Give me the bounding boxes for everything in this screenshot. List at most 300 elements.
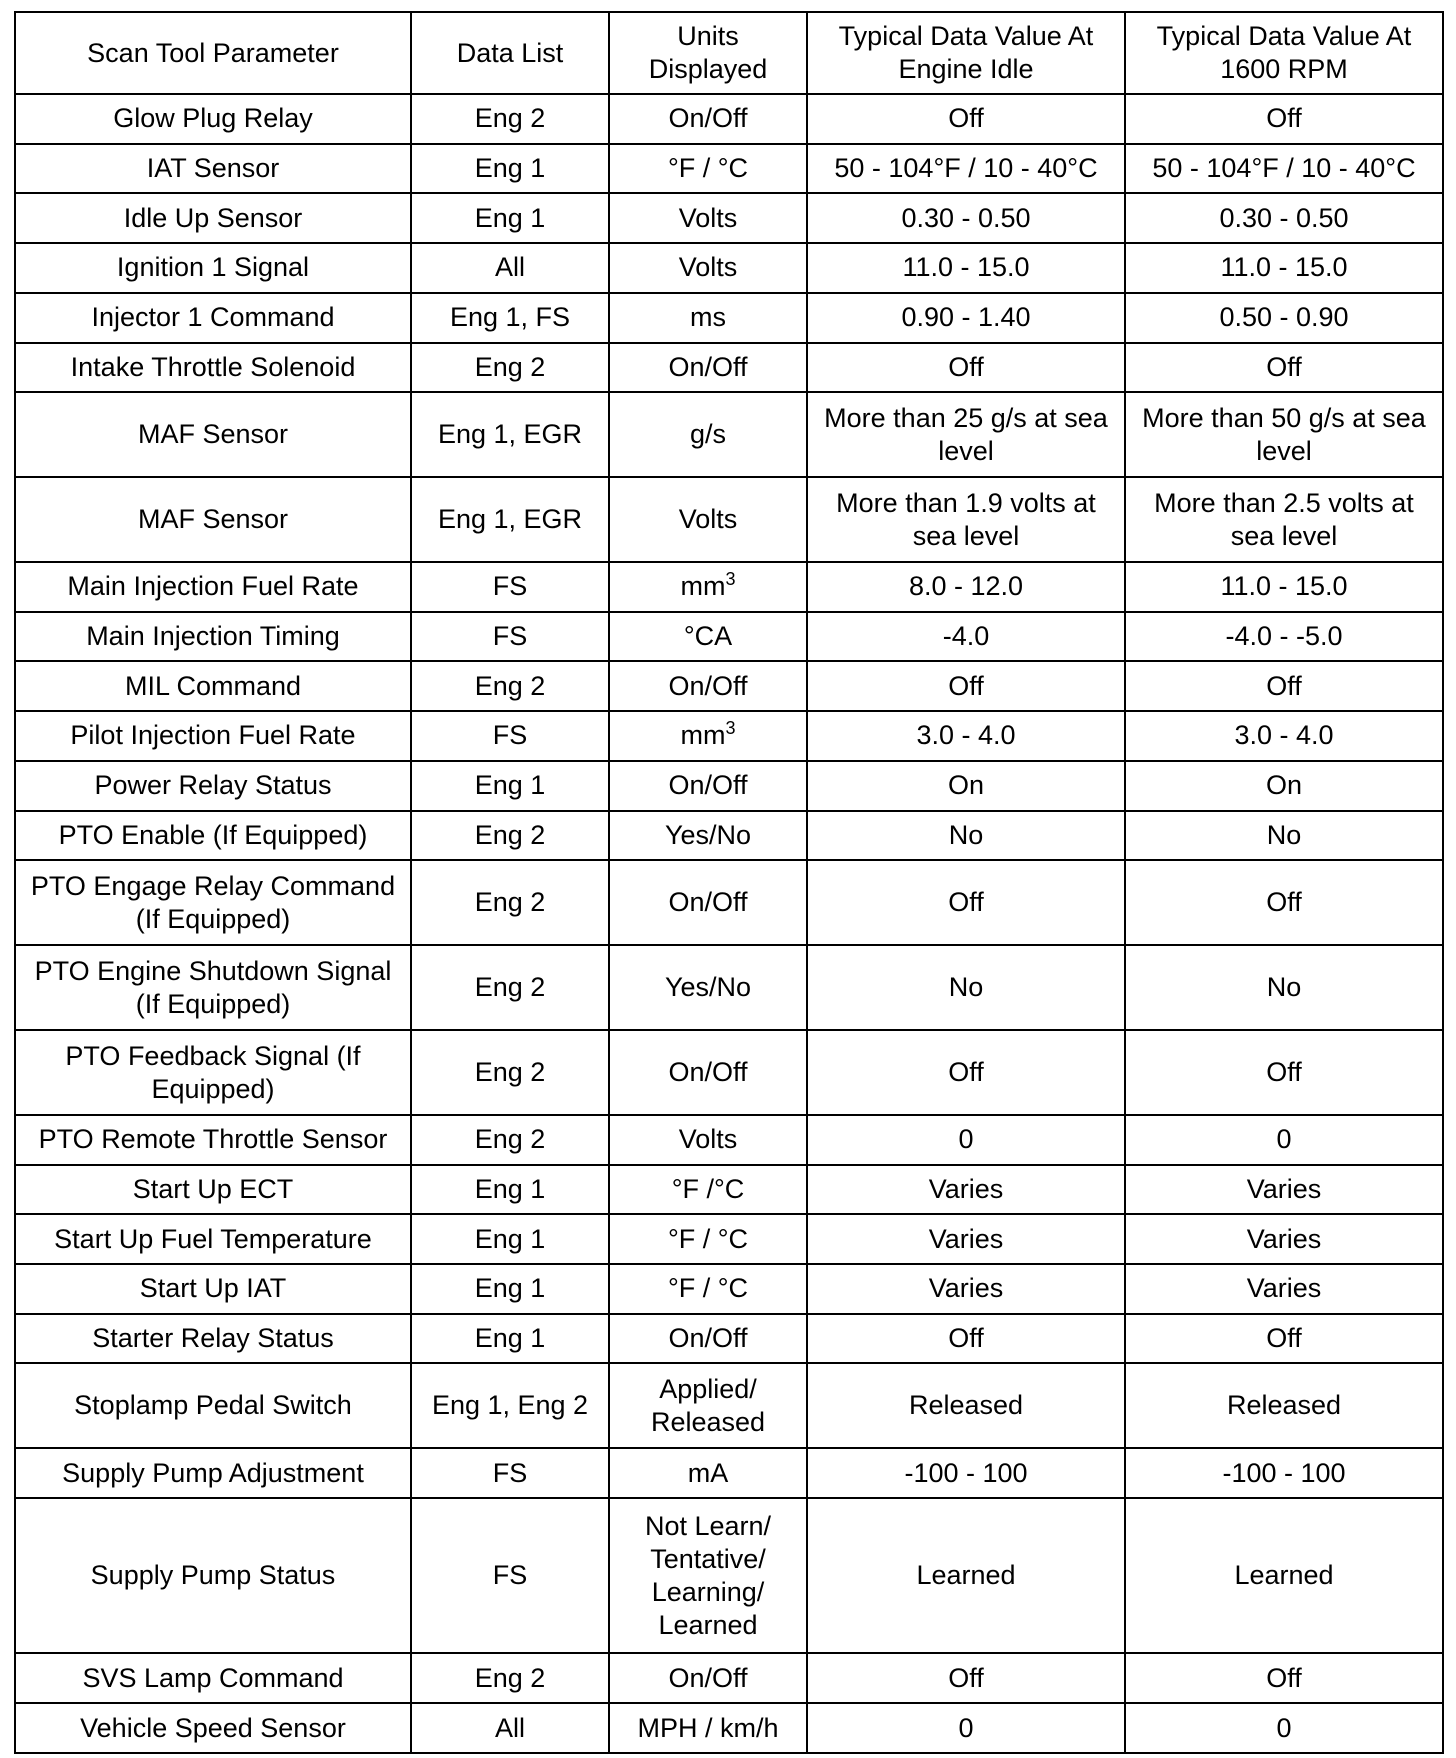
- cell-data-list: [411, 1314, 609, 1364]
- cell-parameter: [15, 1448, 411, 1498]
- cell-parameter: [15, 945, 411, 1030]
- cell-data-list: [411, 945, 609, 1030]
- cell-value-idle-text: Off: [948, 1057, 984, 1088]
- cell-units: [609, 343, 807, 393]
- header-units-displayed: Units Displayed: [609, 12, 807, 94]
- cell-data-list: [411, 1448, 609, 1498]
- cell-parameter-text: IAT Sensor: [146, 153, 280, 184]
- cell-parameter: [15, 1314, 411, 1364]
- cell-value-1600-rpm: [1125, 1264, 1443, 1314]
- cell-units: [609, 94, 807, 144]
- cell-units-text: mA: [687, 1457, 729, 1488]
- cell-value-1600-rpm-text: 50 - 104°F / 10 - 40°C: [1152, 153, 1416, 184]
- cell-parameter: [15, 243, 411, 293]
- table-row: [15, 860, 1443, 945]
- cell-value-1600-rpm-text: No: [1266, 972, 1302, 1003]
- cell-parameter: [15, 293, 411, 343]
- cell-value-idle: [807, 1653, 1125, 1703]
- cell-value-idle: [807, 1115, 1125, 1165]
- cell-units-text: On/Off: [668, 351, 748, 382]
- cell-value-1600-rpm: [1125, 144, 1443, 194]
- cell-data-list-text: FS: [492, 1560, 528, 1591]
- table-row: [15, 293, 1443, 343]
- cell-parameter: [15, 1363, 411, 1448]
- cell-data-list: [411, 477, 609, 562]
- cell-data-list: [411, 860, 609, 945]
- cell-value-1600-rpm-text: Off: [1266, 1662, 1302, 1693]
- cell-units: [609, 661, 807, 711]
- cell-value-1600-rpm: [1125, 243, 1443, 293]
- cell-data-list: [411, 1264, 609, 1314]
- cell-units-text: ms: [690, 302, 726, 333]
- cell-parameter: [15, 94, 411, 144]
- table-row: [15, 193, 1443, 243]
- cell-parameter: [15, 343, 411, 393]
- cell-units: [609, 945, 807, 1030]
- cell-units: [609, 477, 807, 562]
- cell-value-1600-rpm: [1125, 1653, 1443, 1703]
- cell-parameter-text: PTO Remote Throttle Sensor: [38, 1124, 388, 1155]
- units-superscript: 3: [725, 718, 736, 739]
- cell-units: [609, 1498, 807, 1653]
- cell-parameter: [15, 860, 411, 945]
- cell-value-1600-rpm-text: Released: [1226, 1390, 1342, 1421]
- cell-value-idle: [807, 392, 1125, 477]
- cell-parameter: [15, 1498, 411, 1653]
- cell-value-idle-text: 0.90 - 1.40: [901, 302, 1031, 333]
- cell-parameter-text: PTO Feedback Signal (If Equipped): [65, 1040, 361, 1104]
- cell-units: [609, 392, 807, 477]
- cell-data-list: [411, 293, 609, 343]
- cell-parameter-text: Start Up Fuel Temperature: [54, 1223, 372, 1254]
- cell-data-list-text: Eng 1: [474, 1174, 546, 1205]
- cell-data-list-text: FS: [492, 1457, 528, 1488]
- cell-value-1600-rpm-text: Off: [1266, 351, 1302, 382]
- cell-units-text: MPH / km/h: [637, 1712, 779, 1743]
- cell-value-1600-rpm-text: More than 2.5 volts at sea level: [1154, 487, 1414, 551]
- cell-units: [609, 761, 807, 811]
- cell-parameter: [15, 477, 411, 562]
- cell-data-list-text: Eng 2: [474, 819, 546, 850]
- cell-units: [609, 1264, 807, 1314]
- table-row: [15, 1030, 1443, 1115]
- cell-value-1600-rpm: [1125, 1363, 1443, 1448]
- cell-value-idle: [807, 661, 1125, 711]
- cell-value-idle: [807, 193, 1125, 243]
- cell-data-list: [411, 193, 609, 243]
- cell-data-list: [411, 761, 609, 811]
- cell-units-text: On/Off: [668, 770, 748, 801]
- cell-units-text: °F / °C: [667, 1273, 749, 1304]
- cell-parameter-text: PTO Enable (If Equipped): [58, 819, 368, 850]
- cell-value-idle: [807, 945, 1125, 1030]
- cell-units: [609, 860, 807, 945]
- cell-units-text: Volts: [678, 504, 738, 535]
- cell-parameter: [15, 1030, 411, 1115]
- cell-value-idle-text: Off: [948, 103, 984, 134]
- cell-units: [609, 612, 807, 662]
- cell-value-idle: [807, 562, 1125, 612]
- header-scan-tool-parameter: Scan Tool Parameter: [15, 12, 411, 94]
- cell-value-idle: [807, 94, 1125, 144]
- cell-value-1600-rpm: [1125, 1498, 1443, 1653]
- cell-data-list-text: Eng 2: [474, 1124, 546, 1155]
- cell-data-list: [411, 343, 609, 393]
- table-row: [15, 1653, 1443, 1703]
- cell-units: [609, 1214, 807, 1264]
- cell-parameter-text: MAF Sensor: [137, 504, 289, 535]
- cell-units-text: Not Learn/ Tentative/ Learning/ Learned: [644, 1510, 772, 1640]
- cell-data-list-text: FS: [492, 621, 528, 652]
- cell-data-list-text: Eng 1, Eng 2: [431, 1390, 589, 1421]
- cell-parameter: [15, 711, 411, 761]
- cell-data-list: [411, 1653, 609, 1703]
- cell-value-1600-rpm: [1125, 94, 1443, 144]
- cell-data-list-text: Eng 1: [474, 153, 546, 184]
- cell-units: [609, 562, 807, 612]
- cell-data-list: [411, 1703, 609, 1753]
- cell-value-1600-rpm-text: -4.0 - -5.0: [1225, 621, 1343, 652]
- cell-parameter-text: Glow Plug Relay: [113, 103, 313, 134]
- cell-data-list-text: Eng 1: [474, 1273, 546, 1304]
- table-row: [15, 945, 1443, 1030]
- cell-units: [609, 1703, 807, 1753]
- cell-value-1600-rpm: [1125, 1115, 1443, 1165]
- table-row: [15, 1314, 1443, 1364]
- cell-value-idle: [807, 1165, 1125, 1215]
- cell-value-idle-text: -4.0: [942, 621, 990, 652]
- cell-parameter: [15, 144, 411, 194]
- header-row: [15, 12, 1443, 94]
- cell-value-1600-rpm-text: 3.0 - 4.0: [1234, 720, 1334, 751]
- cell-units: [609, 1165, 807, 1215]
- cell-value-1600-rpm: [1125, 343, 1443, 393]
- cell-value-idle-text: Off: [948, 1323, 984, 1354]
- cell-data-list-text: Eng 2: [474, 972, 546, 1003]
- table-row: [15, 1363, 1443, 1448]
- table-row: [15, 562, 1443, 612]
- cell-value-idle-text: Varies: [928, 1174, 1004, 1205]
- cell-parameter: [15, 392, 411, 477]
- cell-parameter-text: Injector 1 Command: [91, 302, 335, 333]
- cell-data-list-text: FS: [492, 571, 528, 602]
- cell-parameter: [15, 1653, 411, 1703]
- table-row: [15, 1448, 1443, 1498]
- table-row: [15, 1115, 1443, 1165]
- cell-data-list: [411, 392, 609, 477]
- table-row: [15, 343, 1443, 393]
- scan-tool-data-table: [14, 11, 1444, 1754]
- cell-value-idle-text: Released: [908, 1390, 1024, 1421]
- cell-data-list-text: Eng 1: [474, 1323, 546, 1354]
- cell-data-list: [411, 1165, 609, 1215]
- cell-units: [609, 1314, 807, 1364]
- cell-value-1600-rpm: [1125, 945, 1443, 1030]
- cell-data-list-text: Eng 1, FS: [449, 302, 571, 333]
- cell-parameter-text: MAF Sensor: [137, 419, 289, 450]
- cell-parameter-text: Main Injection Timing: [86, 621, 340, 652]
- table-row: [15, 94, 1443, 144]
- cell-units-text: °CA: [683, 621, 733, 652]
- cell-data-list: [411, 562, 609, 612]
- cell-value-idle-text: 0.30 - 0.50: [901, 202, 1031, 233]
- cell-parameter-text: Stoplamp Pedal Switch: [74, 1390, 352, 1421]
- cell-value-1600-rpm: [1125, 860, 1443, 945]
- cell-value-idle: [807, 1030, 1125, 1115]
- cell-units: [609, 243, 807, 293]
- cell-units-text: °F /°C: [671, 1174, 745, 1205]
- cell-parameter: [15, 612, 411, 662]
- cell-data-list-text: Eng 2: [474, 103, 546, 134]
- cell-units-text: Yes/No: [664, 972, 752, 1003]
- cell-value-idle-text: On: [947, 770, 985, 801]
- cell-value-1600-rpm: [1125, 612, 1443, 662]
- cell-parameter-text: Supply Pump Status: [90, 1560, 336, 1591]
- units-superscript: 3: [725, 569, 736, 590]
- cell-value-idle-text: Varies: [928, 1273, 1004, 1304]
- cell-units-text: Applied/ Released: [650, 1373, 766, 1437]
- cell-data-list: [411, 612, 609, 662]
- cell-value-1600-rpm-text: 11.0 - 15.0: [1220, 571, 1348, 602]
- cell-parameter-text: MIL Command: [124, 670, 302, 701]
- table-row: [15, 661, 1443, 711]
- table-row: [15, 1214, 1443, 1264]
- cell-data-list: [411, 1363, 609, 1448]
- table-row: [15, 243, 1443, 293]
- cell-parameter-text: SVS Lamp Command: [82, 1662, 344, 1693]
- cell-value-idle-text: No: [948, 972, 984, 1003]
- cell-units: [609, 1363, 807, 1448]
- cell-value-1600-rpm: [1125, 711, 1443, 761]
- cell-parameter-text: PTO Engine Shutdown Signal (If Equipped): [34, 955, 392, 1019]
- cell-units-text: On/Off: [668, 670, 748, 701]
- cell-value-1600-rpm: [1125, 562, 1443, 612]
- cell-value-idle-text: Off: [948, 670, 984, 701]
- cell-data-list-text: Eng 1: [474, 202, 546, 233]
- cell-units-text: mm: [680, 571, 726, 602]
- cell-value-1600-rpm-text: 0.50 - 0.90: [1219, 302, 1349, 333]
- cell-data-list-text: All: [494, 1712, 525, 1743]
- cell-units: [609, 293, 807, 343]
- cell-units-text: Volts: [678, 202, 738, 233]
- cell-value-idle-text: 0: [958, 1712, 974, 1743]
- cell-units: [609, 1030, 807, 1115]
- cell-data-list: [411, 1498, 609, 1653]
- table-row: [15, 477, 1443, 562]
- cell-value-idle: [807, 144, 1125, 194]
- cell-units-text: On/Off: [668, 1057, 748, 1088]
- cell-units: [609, 1653, 807, 1703]
- cell-parameter-text: Start Up ECT: [132, 1174, 294, 1205]
- cell-value-1600-rpm-text: Off: [1266, 103, 1302, 134]
- table-row: [15, 811, 1443, 861]
- cell-value-1600-rpm-text: Varies: [1246, 1174, 1322, 1205]
- table-row: [15, 392, 1443, 477]
- cell-data-list-text: Eng 1: [474, 1223, 546, 1254]
- cell-parameter-text: Starter Relay Status: [92, 1323, 334, 1354]
- cell-value-idle-text: No: [948, 819, 984, 850]
- cell-data-list: [411, 144, 609, 194]
- cell-data-list: [411, 243, 609, 293]
- cell-units: [609, 1115, 807, 1165]
- cell-value-1600-rpm-text: More than 50 g/s at sea level: [1142, 402, 1426, 466]
- cell-units: [609, 811, 807, 861]
- cell-data-list: [411, 94, 609, 144]
- cell-value-1600-rpm: [1125, 193, 1443, 243]
- cell-parameter-text: Power Relay Status: [94, 770, 332, 801]
- cell-units-text: Yes/No: [664, 819, 752, 850]
- cell-data-list-text: Eng 1, EGR: [437, 419, 583, 450]
- cell-value-1600-rpm-text: Off: [1266, 670, 1302, 701]
- cell-data-list-text: Eng 1: [474, 770, 546, 801]
- cell-units: [609, 193, 807, 243]
- cell-value-1600-rpm-text: 11.0 - 15.0: [1220, 252, 1348, 283]
- cell-value-idle-text: Off: [948, 1662, 984, 1693]
- cell-value-1600-rpm-text: Off: [1266, 887, 1302, 918]
- cell-data-list-text: Eng 2: [474, 887, 546, 918]
- cell-value-idle: [807, 477, 1125, 562]
- cell-units-text: Volts: [678, 252, 738, 283]
- cell-value-idle-text: Varies: [928, 1223, 1004, 1254]
- cell-data-list: [411, 811, 609, 861]
- cell-units-text: On/Off: [668, 103, 748, 134]
- cell-parameter-text: Start Up IAT: [139, 1273, 287, 1304]
- cell-value-idle-text: More than 1.9 volts at sea level: [836, 487, 1096, 551]
- cell-parameter-text: Supply Pump Adjustment: [62, 1457, 364, 1488]
- cell-data-list-text: All: [494, 252, 525, 283]
- cell-value-idle-text: 11.0 - 15.0: [902, 252, 1030, 283]
- cell-units: [609, 711, 807, 761]
- cell-value-idle: [807, 1703, 1125, 1753]
- table-row: [15, 711, 1443, 761]
- cell-parameter-text: Vehicle Speed Sensor: [80, 1712, 346, 1743]
- cell-value-idle: [807, 860, 1125, 945]
- cell-data-list: [411, 1030, 609, 1115]
- cell-parameter-text: Intake Throttle Solenoid: [70, 351, 356, 382]
- cell-data-list: [411, 661, 609, 711]
- cell-data-list: [411, 1214, 609, 1264]
- table-row: [15, 144, 1443, 194]
- header-value-engine-idle: Typical Data Value At Engine Idle: [807, 12, 1125, 94]
- cell-value-1600-rpm: [1125, 1448, 1443, 1498]
- cell-parameter: [15, 1703, 411, 1753]
- cell-value-idle: [807, 1214, 1125, 1264]
- cell-value-idle: [807, 243, 1125, 293]
- cell-parameter: [15, 1264, 411, 1314]
- cell-value-idle: [807, 293, 1125, 343]
- header-value-1600-rpm: Typical Data Value At 1600 RPM: [1125, 12, 1443, 94]
- cell-parameter: [15, 761, 411, 811]
- cell-parameter: [15, 1115, 411, 1165]
- cell-value-1600-rpm: [1125, 1214, 1443, 1264]
- cell-parameter-text: Pilot Injection Fuel Rate: [70, 720, 356, 751]
- cell-parameter: [15, 811, 411, 861]
- cell-value-1600-rpm-text: 0: [1276, 1712, 1292, 1743]
- cell-parameter: [15, 661, 411, 711]
- cell-value-1600-rpm: [1125, 761, 1443, 811]
- cell-value-1600-rpm-text: 0: [1276, 1124, 1292, 1155]
- cell-units: [609, 1448, 807, 1498]
- cell-units-text: On/Off: [668, 887, 748, 918]
- table-row: [15, 1165, 1443, 1215]
- cell-units-text: Volts: [678, 1124, 738, 1155]
- cell-units-text: g/s: [689, 419, 727, 450]
- cell-value-1600-rpm: [1125, 811, 1443, 861]
- cell-value-1600-rpm-text: Learned: [1234, 1560, 1334, 1591]
- cell-value-1600-rpm-text: Varies: [1246, 1273, 1322, 1304]
- cell-value-1600-rpm: [1125, 392, 1443, 477]
- cell-value-1600-rpm-text: No: [1266, 819, 1302, 850]
- cell-units: [609, 144, 807, 194]
- cell-units-text: °F / °C: [667, 1223, 749, 1254]
- cell-value-1600-rpm: [1125, 1030, 1443, 1115]
- cell-value-idle: [807, 1363, 1125, 1448]
- table-row: [15, 761, 1443, 811]
- cell-data-list: [411, 1115, 609, 1165]
- cell-value-1600-rpm-text: Off: [1266, 1057, 1302, 1088]
- cell-value-1600-rpm: [1125, 1314, 1443, 1364]
- cell-value-idle-text: 50 - 104°F / 10 - 40°C: [834, 153, 1098, 184]
- cell-parameter: [15, 562, 411, 612]
- cell-value-idle-text: Off: [948, 351, 984, 382]
- cell-data-list: [411, 711, 609, 761]
- cell-value-idle-text: Learned: [916, 1560, 1016, 1591]
- cell-value-idle: [807, 761, 1125, 811]
- cell-value-idle-text: Off: [948, 887, 984, 918]
- cell-data-list-text: Eng 2: [474, 1662, 546, 1693]
- cell-units-text: °F / °C: [667, 153, 749, 184]
- header-data-list: Data List: [411, 12, 609, 94]
- cell-value-idle-text: More than 25 g/s at sea level: [824, 402, 1108, 466]
- cell-units-text: mm: [680, 720, 726, 751]
- cell-units-text: On/Off: [668, 1323, 748, 1354]
- cell-value-idle-text: -100 - 100: [904, 1457, 1028, 1488]
- cell-value-1600-rpm-text: -100 - 100: [1222, 1457, 1346, 1488]
- cell-value-1600-rpm-text: 0.30 - 0.50: [1219, 202, 1349, 233]
- cell-value-idle: [807, 343, 1125, 393]
- cell-parameter: [15, 193, 411, 243]
- cell-value-idle-text: 3.0 - 4.0: [916, 720, 1016, 751]
- table-row: [15, 1264, 1443, 1314]
- cell-data-list-text: Eng 1, EGR: [437, 504, 583, 535]
- cell-value-idle-text: 8.0 - 12.0: [908, 571, 1024, 602]
- cell-value-1600-rpm: [1125, 1703, 1443, 1753]
- cell-value-1600-rpm: [1125, 477, 1443, 562]
- table-row: [15, 1498, 1443, 1653]
- cell-parameter: [15, 1165, 411, 1215]
- table-row: [15, 612, 1443, 662]
- cell-value-idle: [807, 811, 1125, 861]
- cell-units-text: On/Off: [668, 1662, 748, 1693]
- cell-value-idle-text: 0: [958, 1124, 974, 1155]
- table-body: [15, 94, 1443, 1753]
- cell-data-list-text: Eng 2: [474, 670, 546, 701]
- cell-data-list-text: Eng 2: [474, 351, 546, 382]
- cell-value-idle: [807, 1314, 1125, 1364]
- cell-value-1600-rpm: [1125, 1165, 1443, 1215]
- cell-value-idle: [807, 711, 1125, 761]
- cell-value-idle: [807, 1448, 1125, 1498]
- cell-parameter: [15, 1214, 411, 1264]
- cell-value-idle: [807, 1264, 1125, 1314]
- cell-value-idle: [807, 1498, 1125, 1653]
- cell-value-1600-rpm: [1125, 293, 1443, 343]
- cell-data-list-text: Eng 2: [474, 1057, 546, 1088]
- cell-value-1600-rpm-text: Varies: [1246, 1223, 1322, 1254]
- cell-value-1600-rpm-text: Off: [1266, 1323, 1302, 1354]
- cell-value-idle: [807, 612, 1125, 662]
- cell-parameter-text: Main Injection Fuel Rate: [67, 571, 359, 602]
